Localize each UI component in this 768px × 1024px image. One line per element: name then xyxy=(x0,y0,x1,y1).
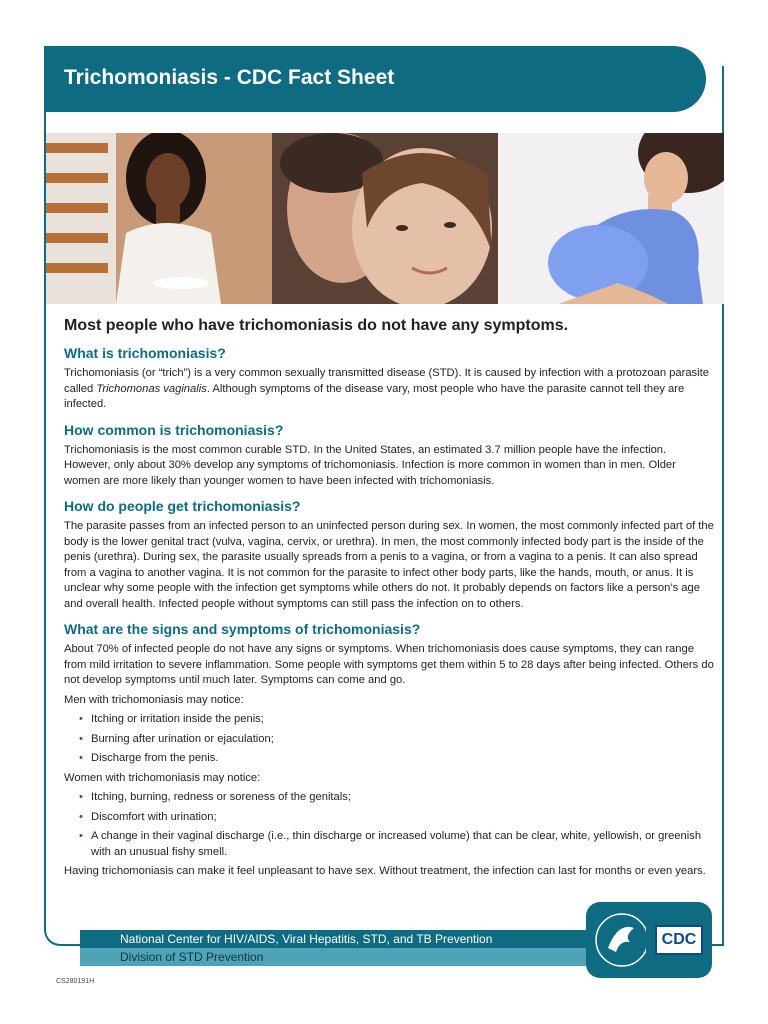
footer-division-name: Division of STD Prevention xyxy=(120,950,264,964)
page-title: Trichomoniasis - CDC Fact Sheet xyxy=(64,66,395,89)
what-is-text-a: Trichomoniasis (or “trich”) is a very common sexually transmitted disease (STD). It is caused by infection with a protozoan parasite called xyxy=(64,367,709,395)
women-symptom-list xyxy=(64,790,714,860)
photo-pregnant-woman xyxy=(498,133,724,304)
heading-how-common: How common is trichomoniasis? xyxy=(64,421,284,438)
heading-how-get: How do people get trichomoniasis? xyxy=(64,498,301,514)
photo-couple xyxy=(272,133,498,304)
hhs-eagle-icon xyxy=(586,902,646,978)
how-common-paragraph: Trichomoniasis is the most common curable STD. In the United States, an estimated 3.7 million people have the infection. However, only about 30% develop any symptoms of trichomoniasis. Infection is more common in women than in men. Older women are more likely than younger women to have been infected with trichomoniasis. xyxy=(64,443,676,487)
signs-paragraph: About 70% of infected people do not have any signs or symptoms. When trichomoniasis does cause symptoms, they can range from mild irritation to severe inflammation. Some people with symptoms get them within 5 to 28 days after being infected. Others do not develop symptoms until much later. Symptoms can come and go. xyxy=(64,643,714,686)
list-item: • Itching or irritation inside the penis; xyxy=(91,712,714,728)
list-item: • Itching, burning, redness or soreness of the genitals; xyxy=(91,790,714,806)
list-item: • Discharge from the penis. xyxy=(91,751,714,767)
how-get-paragraph: The parasite passes from an infected person to an uninfected person during sex. In women, the most commonly infected part of the body is the lower genital tract (vulva, vagina, cervix, or urethra). In men, the most commonly infected body part is the inside of the penis (urethra). During sex, the parasite usually spreads from a penis to a vagina, or from a vagina to a penis. It can also spread from a vagina to another vagina. It is not common for the parasite to infect other body parts, like the hands, mouth, or anus. It is unclear why some people with the infection get symptoms while others do not. It probably depends on factors like a person’s age and overall health. Infected people without symptoms can still pass the infection on to others. xyxy=(64,520,714,610)
photo-woman-with-cup xyxy=(46,133,272,304)
footer-center-name: National Center for HIV/AIDS, Viral Hepatitis, STD, and TB Prevention xyxy=(120,932,493,946)
what-is-paragraph xyxy=(64,366,714,413)
species-name: Trichomonas vaginalis xyxy=(96,382,207,395)
cdc-logo-text: CDC xyxy=(655,925,703,955)
lead-statement: Most people who have trichomoniasis do not have any symptoms. xyxy=(64,317,569,334)
photo-strip xyxy=(46,133,724,304)
main-content xyxy=(64,317,714,884)
men-symptom-list xyxy=(64,712,714,767)
list-item: • A change in their vaginal discharge (i.e., thin discharge or increased volume) that can be clear, white, yellowish, or greenish with an unusual fishy smell. xyxy=(91,829,714,860)
document-code: CS280191H xyxy=(56,978,95,985)
men-intro: Men with trichomoniasis may notice: xyxy=(64,693,244,706)
heading-what-is: What is trichomoniasis? xyxy=(64,345,226,361)
list-item: • Discomfort with urination; xyxy=(91,810,714,826)
women-intro: Women with trichomoniasis may notice: xyxy=(64,771,261,784)
list-item: • Burning after urination or ejaculation; xyxy=(91,732,714,748)
heading-signs-symptoms: What are the signs and symptoms of trichomoniasis? xyxy=(64,621,421,637)
what-is-text-b: . Although symptoms of the disease vary, most people who have the parasite cannot tell they are infected. xyxy=(64,382,685,410)
header-banner xyxy=(44,46,706,112)
closing-paragraph: Having trichomoniasis can make it feel unpleasant to have sex. Without treatment, the infection can last for months or even years. xyxy=(64,865,706,877)
